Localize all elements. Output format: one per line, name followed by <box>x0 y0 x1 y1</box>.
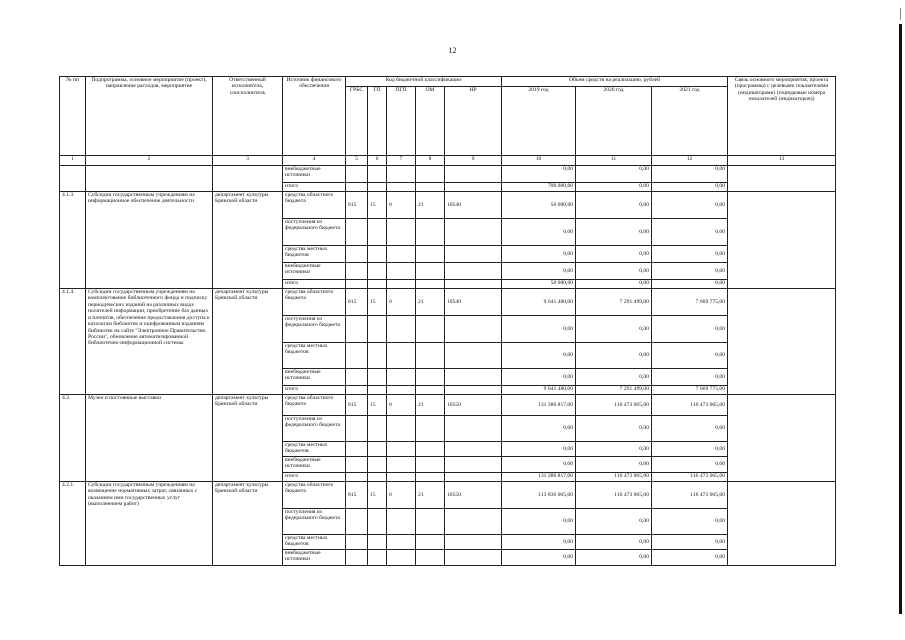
row-exec-cell: департамент культуры Брянской области <box>213 289 283 395</box>
amount-2019: 50 000,00 <box>502 192 576 219</box>
col-name-header: Подпрограмма, основное мероприятие (проект), направление расходов, мероприятие <box>86 77 213 156</box>
col-number: 11 <box>576 156 652 166</box>
amount-2019: 0,00 <box>502 416 576 442</box>
amount-2019: 0,00 <box>502 263 576 280</box>
total-2019: 131 386 817,00 <box>502 473 576 482</box>
col-number: 13 <box>728 156 836 166</box>
source-regional: средства областного бюджета <box>283 395 346 416</box>
amount-2020: 0,00 <box>576 442 652 457</box>
amount-2019: 0,00 <box>502 550 576 566</box>
source-regional: средства областного бюджета <box>283 192 346 219</box>
total-2020: 0,00 <box>576 280 652 289</box>
total-2019: 700 000,00 <box>502 183 576 192</box>
col-number: 1 <box>60 156 86 166</box>
amount-2019: 0,00 <box>502 509 576 535</box>
source-federal: поступления из федерального бюджета <box>283 316 346 343</box>
col-2019-header: 2019 год <box>502 87 576 156</box>
amount-2019: 0,00 <box>502 246 576 263</box>
row-link-cell <box>728 166 836 192</box>
amount-2021: 0,00 <box>652 219 728 246</box>
col-no-header: № пп <box>60 77 86 156</box>
col-number: 10 <box>502 156 576 166</box>
row-link-cell <box>728 192 836 289</box>
source-local: средства местных бюджетов <box>283 246 346 263</box>
amount-2020: 0,00 <box>576 535 652 550</box>
code-pgp: 0 <box>387 395 416 416</box>
col-number: 6 <box>368 156 387 166</box>
amount-2020: 116 473 065,00 <box>576 395 652 416</box>
total-2020: 7 291 499,00 <box>576 386 652 395</box>
col-number: 3 <box>213 156 283 166</box>
amount-2020: 0,00 <box>576 416 652 442</box>
col-number: 8 <box>416 156 445 166</box>
row-no-cell: 4.2. <box>60 395 86 482</box>
col-2020-header: 2020 год <box>576 87 652 156</box>
code-np: 10540 <box>445 192 502 219</box>
code-pgp: 0 <box>387 192 416 219</box>
total-2021: 0,00 <box>652 280 728 289</box>
amount-2020: 0,00 <box>576 343 652 369</box>
amount-2021: 116 473 065,00 <box>652 482 728 509</box>
table-row <box>60 395 836 416</box>
page-number: 12 <box>448 46 457 55</box>
amount-2021: 0,00 <box>652 369 728 386</box>
source-offbudget: внебюджетные источники <box>283 166 346 183</box>
amount-2021: 0,00 <box>652 166 728 183</box>
source-total: итого <box>283 473 346 482</box>
row-no-cell: 4.1.4. <box>60 289 86 395</box>
amount-2019: 0,00 <box>502 535 576 550</box>
amount-2020: 0,00 <box>576 192 652 219</box>
total-2021: 7 669 775,00 <box>652 386 728 395</box>
total-2021: 0,00 <box>652 183 728 192</box>
row-name-cell: Субсидии государственным учреждениям на возмещение нормативных затрат, связанных с оказанием ими государственных услуг (выполнением работ) <box>86 482 213 566</box>
amount-2020: 0,00 <box>576 263 652 280</box>
source-local: средства местных бюджетов <box>283 535 346 550</box>
row-no-cell: 4.1.3. <box>60 192 86 289</box>
amount-2021: 0,00 <box>652 192 728 219</box>
page-edge-bar <box>899 24 902 614</box>
col-grbs-header: ГРБС <box>346 87 368 156</box>
source-total: итого <box>283 280 346 289</box>
amount-2021: 0,00 <box>652 263 728 280</box>
row-link-cell <box>728 395 836 482</box>
amount-2019: 0,00 <box>502 457 576 473</box>
amount-2019: 9 641 480,00 <box>502 289 576 316</box>
code-grbs: 815 <box>346 289 368 316</box>
code-np: 10550 <box>445 395 502 416</box>
col-2021-header: 2021 год <box>652 87 728 156</box>
source-federal: поступления из федерального бюджета <box>283 416 346 442</box>
table-row <box>60 192 836 219</box>
code-om: 21 <box>416 482 445 509</box>
amount-2019: 0,00 <box>502 166 576 183</box>
code-gp: 15 <box>368 289 387 316</box>
code-grbs: 815 <box>346 395 368 416</box>
column-number-row <box>60 156 836 166</box>
row-name-cell: Музеи и постоянные выставки <box>86 395 213 482</box>
amount-2019: 0,00 <box>502 343 576 369</box>
row-exec-cell: департамент культуры Брянской области <box>213 192 283 289</box>
total-2021: 116 473 065,00 <box>652 473 728 482</box>
amount-2021: 0,00 <box>652 509 728 535</box>
code-gp: 15 <box>368 482 387 509</box>
row-exec-cell <box>213 166 283 192</box>
table-row <box>60 289 836 316</box>
source-regional: средства областного бюджета <box>283 482 346 509</box>
amount-2019: 0,00 <box>502 442 576 457</box>
source-offbudget: внебюджетные источники <box>283 263 346 280</box>
amount-2019: 0,00 <box>502 369 576 386</box>
budget-table <box>59 76 836 566</box>
amount-2021: 0,00 <box>652 316 728 343</box>
source-offbudget: внебюджетные источники <box>283 457 346 473</box>
amount-2021: 0,00 <box>652 535 728 550</box>
amount-2020: 116 473 065,00 <box>576 482 652 509</box>
amount-2020: 0,00 <box>576 457 652 473</box>
row-link-cell <box>728 482 836 566</box>
row-exec-cell: департамент культуры Брянской области <box>213 395 283 482</box>
table-row <box>60 482 836 509</box>
code-np: 10550 <box>445 482 502 509</box>
row-name-cell: Субсидии государственным учреждениям на комплектование библиотечного фонда и подписку периодических изданий на различных видах носителей информации, приобретение баз данных и патентов, обеспечение предоставления доступа к каталогам библиотек и оцифрованным изданиям библиотек на сайте "Электронное Правительство России", обновление автоматизированной библиотечно-информационной системы <box>86 289 213 395</box>
amount-2021: 0,00 <box>652 550 728 566</box>
row-link-cell <box>728 289 836 395</box>
amount-group-header: Объем средств на реализацию, рублей <box>502 77 728 87</box>
amount-2020: 0,00 <box>576 369 652 386</box>
col-pgp-header: ПГП <box>387 87 416 156</box>
row-name-cell <box>86 166 213 192</box>
total-2020: 0,00 <box>576 183 652 192</box>
code-pgp: 0 <box>387 289 416 316</box>
col-number: 12 <box>652 156 728 166</box>
source-total: итого <box>283 183 346 192</box>
source-local: средства местных бюджетов <box>283 343 346 369</box>
row-no-cell <box>60 166 86 192</box>
col-number: 4 <box>283 156 346 166</box>
source-regional: средства областного бюджета <box>283 289 346 316</box>
amount-2019: 131 386 817,00 <box>502 395 576 416</box>
col-number: 2 <box>86 156 213 166</box>
code-grbs: 815 <box>346 192 368 219</box>
amount-2020: 7 291 499,00 <box>576 289 652 316</box>
row-exec-cell: департамент культуры Брянской области <box>213 482 283 566</box>
amount-2021: 0,00 <box>652 442 728 457</box>
col-link-header: Связь основного мероприятия, проекта (программы) с целевыми показателями (индикаторами) (порядковые номера показателей (индикаторов)) <box>728 77 836 156</box>
amount-2019: 0,00 <box>502 219 576 246</box>
amount-2021: 116 473 065,00 <box>652 395 728 416</box>
amount-2021: 0,00 <box>652 457 728 473</box>
amount-2021: 7 669 775,00 <box>652 289 728 316</box>
code-pgp: 0 <box>387 482 416 509</box>
total-2020: 116 473 065,00 <box>576 473 652 482</box>
code-om: 21 <box>416 192 445 219</box>
amount-2019: 113 836 065,00 <box>502 482 576 509</box>
source-local: средства местных бюджетов <box>283 442 346 457</box>
col-np-header: НР <box>445 87 502 156</box>
row-no-cell: 4.2.1. <box>60 482 86 566</box>
source-federal: поступления из федерального бюджета <box>283 509 346 535</box>
code-om: 21 <box>416 289 445 316</box>
code-group-header: Код бюджетной классификации <box>346 77 502 87</box>
code-om: 21 <box>416 395 445 416</box>
amount-2020: 0,00 <box>576 219 652 246</box>
total-2019: 9 641 480,00 <box>502 386 576 395</box>
col-number: 5 <box>346 156 368 166</box>
source-offbudget: внебюджетные источники <box>283 550 346 566</box>
amount-2020: 0,00 <box>576 166 652 183</box>
col-source-header: Источник финансового обеспечения <box>283 77 346 156</box>
amount-2020: 0,00 <box>576 550 652 566</box>
amount-2020: 0,00 <box>576 316 652 343</box>
col-exec-header: Ответственный исполнитель, соисполнитель <box>213 77 283 156</box>
code-gp: 15 <box>368 192 387 219</box>
amount-2021: 0,00 <box>652 246 728 263</box>
edge-tick <box>900 8 901 20</box>
header-row <box>60 77 836 87</box>
row-name-cell: Субсидии государственным учреждениям на информационное обеспечение деятельности <box>86 192 213 289</box>
code-grbs: 815 <box>346 482 368 509</box>
code-np: 10540 <box>445 289 502 316</box>
col-gp-header: ГП <box>368 87 387 156</box>
amount-2020: 0,00 <box>576 509 652 535</box>
total-2019: 50 000,00 <box>502 280 576 289</box>
source-federal: поступления из федерального бюджета <box>283 219 346 246</box>
amount-2021: 0,00 <box>652 343 728 369</box>
table-row <box>60 166 836 183</box>
amount-2019: 0,00 <box>502 316 576 343</box>
code-gp: 15 <box>368 395 387 416</box>
source-offbudget: внебюджетные источники <box>283 369 346 386</box>
amount-2020: 0,00 <box>576 246 652 263</box>
col-number: 7 <box>387 156 416 166</box>
col-om-header: ОМ <box>416 87 445 156</box>
col-number: 9 <box>445 156 502 166</box>
amount-2021: 0,00 <box>652 416 728 442</box>
source-total: итого <box>283 386 346 395</box>
